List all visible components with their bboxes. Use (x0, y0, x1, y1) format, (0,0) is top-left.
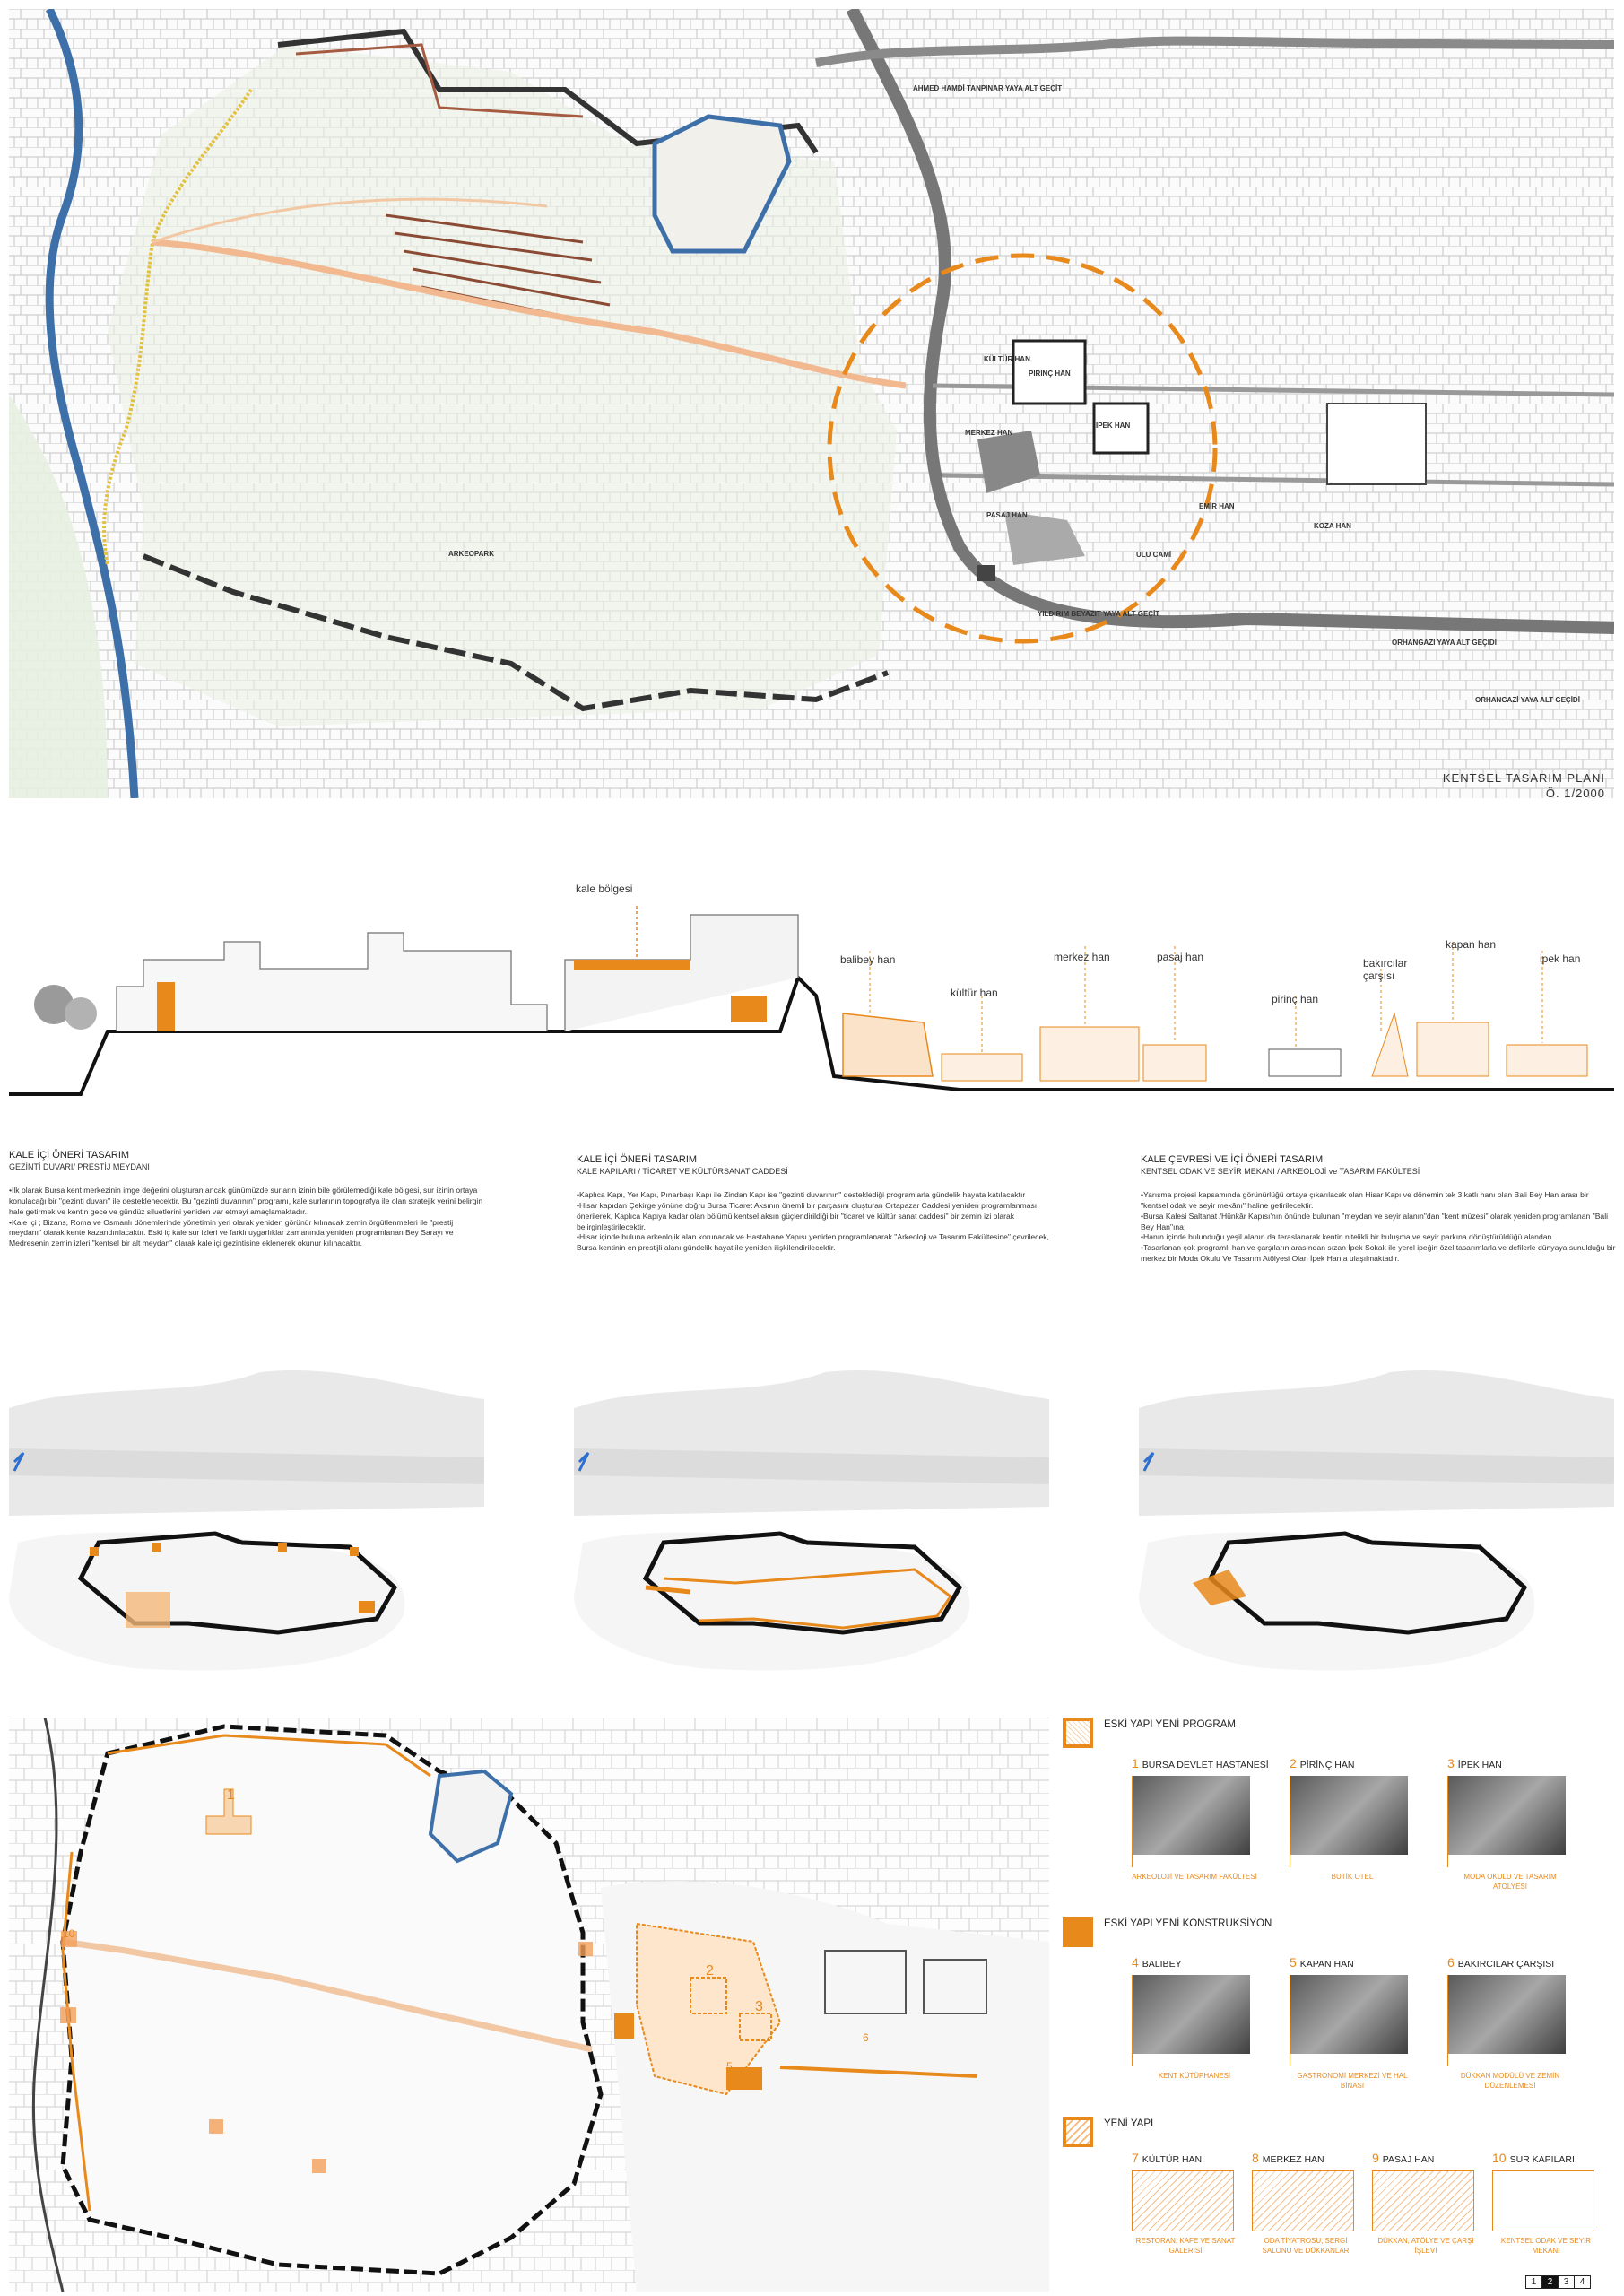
label-pirinc-han: PİRİNÇ HAN (1029, 370, 1071, 378)
section-label-kapan: kapan han (1446, 938, 1497, 951)
column-3-body: •Yarışma projesi kapsamında görünürlüğü ortaya çıkarılacak olan Hisar Kapı ve dönemin tek 3 katlı hanı olan Bali Bey Han arası bir "kentsel odak ve seyir mekânı" haline getirilecektir. •Bursa Kalesi Saltanat /Hünkâr Kapısı'nın önünde bulunan "meydan ve seyir alanın"dan "kent müzesi" olarak yeniden programlanan "Bali Bey Han"ına; •Hanın içinde bulunduğu yeşil alanın da teraslanarak kentin nitelikli bir buluşma ve seyir parkına dönüştürüldüğü alandan •Tasarlanan çok programlı han ve çarşıların arasından sızan İpek Sokak ile yerel ipeğin özel tasarımlarla ve defilerle dünyaya sunulduğu bir merkez bir Moda Okulu Ve Tasarım Atölyesi Olan İpek Han a ulaşılmaktadır. (1141, 1190, 1616, 1264)
column-2-body: •Kaplıca Kapı, Yer Kapı, Pınarbaşı Kapı ile Zindan Kapı ise "gezinti duvarının" desteklediği programlarla gündelik hayata katılacaktır •Hisar kapıdan Çekirge yönüne doğru Bursa Ticaret Aksının önemli bir parçasını oluşturan Ortapazar Caddesi yeniden programlanması önerilerek, Kaplıca Kapıya kadar olan bölümü kentsel aksın güçlendirildiği bir "ticaret ve kültür sanat caddesi" bir zemin izi olarak belirginleştirilecektir. •Hisar içinde buluna arkeolojik alan korunacak ve Hastahane Yapısı yeniden programlanarak "Arkeoloji ve Tasarım Fakültesine" çevrilecek, Bursa kentinin en prestijli alanı gündelik hayat ile yeniden ilişkilendirilecektir. (577, 1190, 1049, 1253)
card-3-photo (1447, 1776, 1566, 1855)
legend-title-1: ESKİ YAPI YENİ PROGRAM (1104, 1719, 1236, 1730)
label-yildirim-passage: YILDIRIM BEYAZIT YAYA ALT GEÇİT (1038, 610, 1160, 618)
card-8-name: MERKEZ HAN (1262, 2154, 1324, 2165)
urban-plan-svg (9, 9, 1614, 798)
column-2-title: KALE İÇİ ÖNERİ TASARIM (577, 1154, 698, 1165)
legend-swatch-hatched (1063, 1718, 1093, 1748)
pager-2[interactable]: 2 (1541, 2275, 1559, 2289)
card-9-num: 9 (1372, 2151, 1379, 2165)
legend-swatch-diagonal (1063, 2117, 1093, 2147)
card-8-drawing (1252, 2170, 1354, 2231)
pager-3[interactable]: 3 (1558, 2275, 1575, 2289)
section-label-kultur: kültür han (951, 987, 998, 999)
card-2-photo (1290, 1776, 1408, 1855)
pager-1[interactable]: 1 (1525, 2275, 1542, 2289)
map-title-text: KENTSEL TASARIM PLANI (1442, 771, 1605, 785)
card-9-caption: DÜKKAN, ATÖLYE VE ÇARŞI İŞLEVİ (1377, 2237, 1474, 2255)
legend-card-1 (1132, 1756, 1269, 1892)
card-5-name: KAPAN HAN (1299, 1959, 1354, 1970)
legend-swatch-solid (1063, 1917, 1093, 1947)
legend-cards-1 (1132, 1756, 1616, 1892)
card-1-caption: ARKEOLOJİ VE TASARIM FAKÜLTESİ (1132, 1873, 1257, 1881)
map-scale: Ö. 1/2000 (1545, 787, 1605, 800)
legend-card-2 (1290, 1756, 1415, 1892)
text-column-2 (577, 1154, 1052, 1254)
label-ulu-cami: ULU CAMİ (1136, 551, 1172, 559)
card-2-name: PİRİNÇ HAN (1299, 1760, 1355, 1770)
section-label-pasaj: pasaj han (1157, 951, 1204, 963)
card-8-num: 8 (1252, 2151, 1259, 2165)
section-balibey (843, 951, 933, 1076)
diagram-2-svg (574, 1363, 1049, 1677)
diagram-3-svg (1139, 1363, 1614, 1677)
label-emir-han: EMİR HAN (1199, 502, 1235, 510)
label-ahmed-hamdi-passage: AHMED HAMDİ TANPINAR YAYA ALT GEÇİT (913, 84, 1063, 92)
legend-title-3: YENİ YAPI (1104, 2118, 1154, 2129)
legend-card-7 (1132, 2151, 1239, 2257)
column-2-subtitle: KALE KAPILARI / TİCARET VE KÜLTÜRSANAT CADDESİ (577, 1167, 788, 1176)
card-10-name: SUR KAPILARI (1509, 2154, 1575, 2165)
card-2-num: 2 (1290, 1756, 1297, 1770)
card-9-drawing (1372, 2170, 1474, 2231)
proposal-plan-map (9, 1718, 1049, 2292)
card-7-name: KÜLTÜR HAN (1142, 2154, 1203, 2165)
card-3-num: 3 (1447, 1756, 1455, 1770)
column-3-subtitle: KENTSEL ODAK VE SEYİR MEKANI / ARKEOLOJİ ve TASARIM FAKÜLTESİ (1141, 1167, 1420, 1176)
legend-group-old-building-new-program (1063, 1718, 1619, 1748)
legend-card-8 (1252, 2151, 1359, 2257)
map-number-1: 1 (227, 1787, 235, 1803)
map-number-6: 6 (863, 2031, 869, 2044)
card-5-photo (1290, 1975, 1408, 2054)
card-4-photo (1132, 1975, 1250, 2054)
label-arkeopark: ARKEOPARK (448, 550, 494, 558)
axonometric-diagram-3 (1139, 1363, 1614, 1677)
map-number-3: 3 (755, 1999, 763, 2014)
card-7-num: 7 (1132, 2151, 1139, 2165)
card-7-drawing (1132, 2170, 1234, 2231)
label-pasaj-han: PASAJ HAN (986, 511, 1028, 519)
card-4-num: 4 (1132, 1955, 1139, 1970)
text-column-3 (1141, 1154, 1616, 1265)
label-merkez-han: MERKEZ HAN (965, 429, 1013, 437)
axonometric-diagram-1 (9, 1363, 484, 1677)
legend-card-4 (1132, 1955, 1257, 2092)
column-1-subtitle: GEZİNTİ DUVARI/ PRESTİJ MEYDANI (9, 1162, 150, 1171)
card-7-caption: RESTORAN, KAFE VE SANAT GALERİSİ (1135, 2237, 1236, 2255)
section-label-ipek: ipek han (1540, 952, 1581, 965)
legend-card-5 (1290, 1955, 1415, 2092)
card-6-caption: DÜKKAN MODÜLÜ VE ZEMİN DÜZENLEMESİ (1460, 2072, 1560, 2090)
pager-4[interactable]: 4 (1574, 2275, 1591, 2289)
card-9-name: PASAJ HAN (1382, 2154, 1435, 2165)
label-koza-han: KOZA HAN (1314, 522, 1351, 530)
label-orhangazi-passage-1: ORHANGAZİ YAYA ALT GEÇİDİ (1392, 639, 1497, 647)
section-label-merkez: merkez han (1054, 951, 1110, 963)
legend-card-9 (1372, 2151, 1480, 2257)
legend-card-6 (1447, 1955, 1573, 2092)
card-4-caption: KENT KÜTÜPHANESİ (1158, 2072, 1231, 2080)
section-svg (9, 879, 1614, 1103)
card-1-name: BURSA DEVLET HASTANESİ (1142, 1760, 1269, 1770)
map-number-10: 10 (63, 1927, 75, 1940)
axonometric-diagram-2 (574, 1363, 1049, 1677)
card-10-caption: KENTSEL ODAK VE SEYİR MEKANI (1500, 2237, 1592, 2255)
card-10-drawing (1492, 2170, 1594, 2231)
map-title (1426, 771, 1605, 800)
diagram-1-svg (9, 1363, 484, 1677)
card-8-caption: ODA TİYATROSU, SERGİ SALONU VE DÜKKANLAR (1262, 2237, 1350, 2255)
card-1-photo (1132, 1776, 1250, 1855)
text-column-1 (9, 1150, 484, 1249)
label-orhangazi-passage-2: ORHANGAZİ YAYA ALT GEÇİDİ (1475, 696, 1580, 704)
sheet-pager (1526, 2275, 1591, 2289)
legend-card-10 (1492, 2151, 1600, 2257)
label-kultur-han: KÜLTÜR HAN (984, 355, 1030, 363)
card-4-name: BALIBEY (1142, 1959, 1182, 1970)
card-6-num: 6 (1447, 1955, 1455, 1970)
card-5-caption: GASTRONOMİ MERKEZİ VE HAL BİNASI (1297, 2072, 1408, 2090)
card-5-num: 5 (1290, 1955, 1297, 1970)
legend-title-2: ESKİ YAPI YENİ KONSTRUKSİYON (1104, 1918, 1272, 1929)
urban-design-plan-map (9, 9, 1614, 798)
card-3-name: İPEK HAN (1457, 1760, 1502, 1770)
label-ipek-han: İPEK HAN (1096, 422, 1131, 430)
section-label-pirinc: pirinç han (1272, 993, 1319, 1005)
card-2-caption: BUTİK OTEL (1331, 1873, 1374, 1881)
section-label-balibey: balibey han (840, 953, 896, 966)
column-1-body: •İlk olarak Bursa kent merkezinin imge değerini oluşturan ancak günümüzde surların izinin bile görülemediği kale bölgesi, sur izinin ortaya konulacağı bir "gezinti duvarı" ile desteklenecektir. Bu "gezinti duvarının" programı, kale surlarının topografya ile olan stratejik yerini belirgin hale getirmek ve kentin gece ve gündüz siluetlerini yeniden var etmeyi amaçlamaktadır. •Kale içi ; Bizans, Roma ve Osmanlı dönemlerinde yönetimin yeri olarak yeniden görünür kılınacak zemin örgütlenmeleri ile "prestij meydanı" olarak kente kazandırılacaktır. Eski iç kale sur izleri ve farklı uygarlıklar zamanında yeniden programlanan Bey Sarayı ve Medresenin zemin izleri "kentsel bir alt meydan" olarak kale içi gezintisine eklenerek okunur kılınacaktır. (9, 1186, 483, 1248)
legend-group-new-building (1063, 2117, 1619, 2147)
card-10-num: 10 (1492, 2151, 1507, 2165)
map-number-5: 5 (726, 2060, 733, 2073)
card-3-caption: MODA OKULU VE TASARIM ATÖLYESİ (1463, 1873, 1557, 1891)
legend-cards-2 (1132, 1955, 1616, 2092)
section-label-bakircilar: bakırcılar çarşısı (1363, 957, 1408, 983)
card-1-num: 1 (1132, 1756, 1139, 1770)
legend-group-old-building-new-construction (1063, 1917, 1619, 1947)
card-6-name: BAKIRCILAR ÇARŞISI (1457, 1959, 1555, 1970)
section-label-kale: kale bölgesi (576, 883, 633, 895)
column-3-title: KALE ÇEVRESİ VE İÇİ ÖNERİ TASARIM (1141, 1154, 1324, 1165)
card-6-photo (1447, 1975, 1566, 2054)
column-1-title: KALE İÇİ ÖNERİ TASARIM (9, 1150, 130, 1161)
legend-cards-3 (1132, 2151, 1616, 2257)
map-number-2: 2 (706, 1963, 714, 1979)
legend-card-3 (1447, 1756, 1573, 1892)
proposal-plan-svg (9, 1718, 1049, 2292)
site-section-elevation (9, 879, 1614, 1103)
